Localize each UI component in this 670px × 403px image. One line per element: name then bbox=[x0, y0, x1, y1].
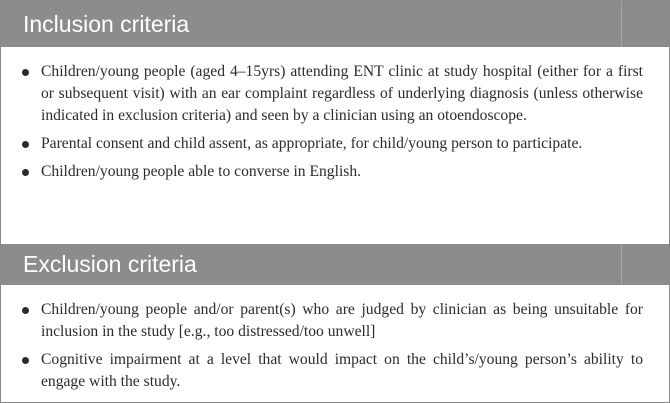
inclusion-list bbox=[21, 61, 643, 189]
inclusion-item bbox=[21, 61, 643, 127]
inclusion-title: Inclusion criteria bbox=[23, 11, 190, 37]
inclusion-item-text: Children/young people (aged 4–15yrs) attending ENT clinic at study hospital (either for a first or subsequent visit) with an ear complaint regardless of underlying diagnosis (unless otherwise indicated in exclusion criteria) and seen by a clinician using an otoendoscope. bbox=[41, 63, 643, 124]
inclusion-item-text: Children/young people able to converse in English. bbox=[41, 163, 362, 180]
exclusion-item-text: Children/young people and/or parent(s) who are judged by clinician as being unsuitable for inclusion in the study [e.g., too distressed/too unwell] bbox=[41, 301, 643, 340]
header-column-divider bbox=[621, 244, 622, 285]
inclusion-header bbox=[1, 1, 669, 47]
inclusion-item-text: Parental consent and child assent, as appropriate, for child/young person to participate. bbox=[41, 135, 583, 152]
exclusion-section bbox=[1, 285, 669, 402]
bullet-icon bbox=[22, 141, 29, 148]
exclusion-item bbox=[21, 299, 643, 343]
bullet-icon bbox=[22, 69, 29, 76]
exclusion-list bbox=[21, 299, 643, 399]
exclusion-title: Exclusion criteria bbox=[23, 251, 197, 277]
header-column-divider bbox=[621, 1, 622, 47]
bullet-icon bbox=[22, 307, 29, 314]
inclusion-item bbox=[21, 161, 643, 183]
inclusion-section bbox=[1, 47, 669, 244]
exclusion-item bbox=[21, 349, 643, 393]
exclusion-item-text: Cognitive impairment at a level that would impact on the child’s/young person’s ability to engage with the study. bbox=[41, 351, 643, 390]
exclusion-header bbox=[1, 244, 669, 285]
bullet-icon bbox=[22, 357, 29, 364]
inclusion-item bbox=[21, 133, 643, 155]
bullet-icon bbox=[22, 169, 29, 176]
